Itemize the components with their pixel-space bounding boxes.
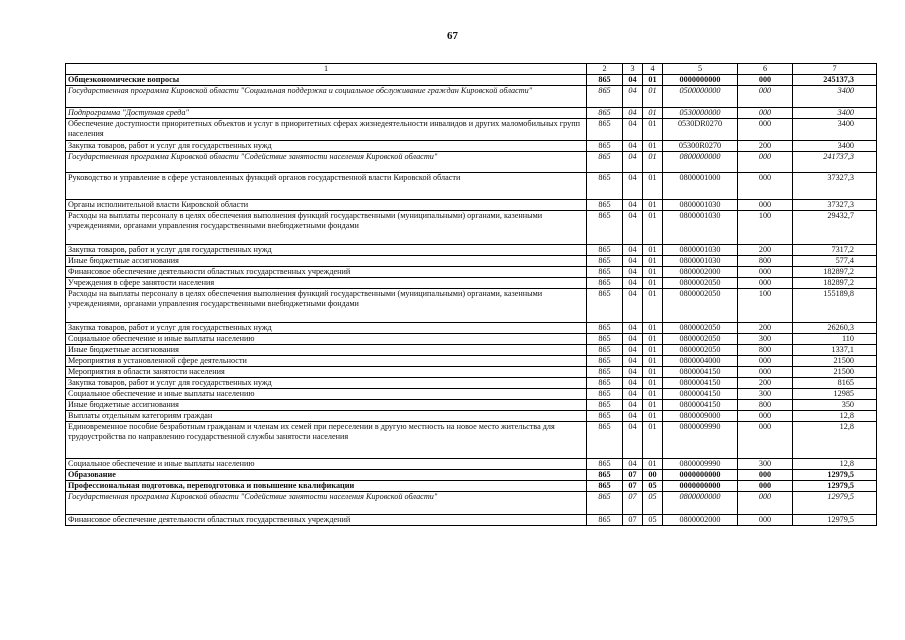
row-code-cell: 865: [587, 515, 623, 526]
row-amount-cell: 241737,3: [793, 152, 877, 173]
row-amount-cell: 12979,5: [793, 492, 877, 515]
row-expense-type-cell: 300: [738, 334, 793, 345]
row-code-cell: 865: [587, 289, 623, 323]
column-header: 1: [66, 64, 587, 75]
row-section-cell: 04: [623, 345, 643, 356]
row-code-cell: 865: [587, 492, 623, 515]
row-article-cell: 0000000000: [663, 75, 738, 86]
table-row: [66, 278, 877, 289]
row-subsection-cell: 01: [643, 141, 663, 152]
table-row: [66, 411, 877, 422]
row-subsection-cell: 01: [643, 75, 663, 86]
row-article-cell: 0800002050: [663, 289, 738, 323]
row-name-cell: Социальное обеспечение и иные выплаты населению: [66, 459, 587, 470]
row-section-cell: 04: [623, 267, 643, 278]
row-expense-type-cell: 000: [738, 173, 793, 200]
row-amount-cell: 3400: [793, 119, 877, 141]
row-expense-type-cell: 000: [738, 356, 793, 367]
row-section-cell: 04: [623, 152, 643, 173]
row-section-cell: 07: [623, 515, 643, 526]
row-amount-cell: 12,8: [793, 411, 877, 422]
table-row: [66, 173, 877, 200]
table-row: [66, 378, 877, 389]
column-header: 2: [587, 64, 623, 75]
row-expense-type-cell: 000: [738, 422, 793, 459]
row-subsection-cell: 01: [643, 152, 663, 173]
row-name-cell: Единовременное пособие безработным гражданам и членам их семей при переселении в другую местность на новое место жительства для трудоустройства по направлению государственной службы занятости населения: [66, 422, 587, 459]
row-code-cell: 865: [587, 152, 623, 173]
row-expense-type-cell: 000: [738, 86, 793, 108]
table-row: [66, 515, 877, 526]
row-code-cell: 865: [587, 367, 623, 378]
row-name-cell: Подпрограмма "Доступная среда": [66, 108, 587, 119]
row-section-cell: 04: [623, 400, 643, 411]
row-section-cell: 04: [623, 411, 643, 422]
row-name-cell: Общеэкономические вопросы: [66, 75, 587, 86]
row-code-cell: 865: [587, 470, 623, 481]
row-article-cell: 0800002000: [663, 267, 738, 278]
row-subsection-cell: 00: [643, 470, 663, 481]
row-subsection-cell: 01: [643, 256, 663, 267]
row-expense-type-cell: 000: [738, 200, 793, 211]
row-article-cell: 0500000000: [663, 86, 738, 108]
row-name-cell: Закупка товаров, работ и услуг для государственных нужд: [66, 141, 587, 152]
row-name-cell: Мероприятия в области занятости населения: [66, 367, 587, 378]
row-name-cell: Государственная программа Кировской области "Содействие занятости населения Кировской области": [66, 492, 587, 515]
table-row: [66, 492, 877, 515]
row-expense-type-cell: 200: [738, 323, 793, 334]
table-row: [66, 267, 877, 278]
row-expense-type-cell: 000: [738, 411, 793, 422]
table-row: [66, 323, 877, 334]
row-code-cell: 865: [587, 334, 623, 345]
row-amount-cell: 350: [793, 400, 877, 411]
row-article-cell: 0800002050: [663, 323, 738, 334]
row-article-cell: 0800002000: [663, 515, 738, 526]
column-header: 5: [663, 64, 738, 75]
row-amount-cell: 3400: [793, 86, 877, 108]
row-name-cell: Профессиональная подготовка, переподготовка и повышение квалификации: [66, 481, 587, 492]
row-expense-type-cell: 000: [738, 119, 793, 141]
row-section-cell: 04: [623, 278, 643, 289]
row-code-cell: 865: [587, 200, 623, 211]
row-name-cell: Закупка товаров, работ и услуг для государственных нужд: [66, 378, 587, 389]
row-article-cell: 0000000000: [663, 481, 738, 492]
row-code-cell: 865: [587, 378, 623, 389]
row-amount-cell: 1337,1: [793, 345, 877, 356]
row-name-cell: Закупка товаров, работ и услуг для государственных нужд: [66, 245, 587, 256]
row-section-cell: 04: [623, 459, 643, 470]
row-code-cell: 865: [587, 422, 623, 459]
row-name-cell: Учреждения в сфере занятости населения: [66, 278, 587, 289]
row-subsection-cell: 01: [643, 459, 663, 470]
column-header: 3: [623, 64, 643, 75]
row-amount-cell: 12979,5: [793, 515, 877, 526]
row-subsection-cell: 01: [643, 119, 663, 141]
row-amount-cell: 37327,3: [793, 200, 877, 211]
row-code-cell: 865: [587, 211, 623, 245]
row-article-cell: 0800002050: [663, 345, 738, 356]
row-amount-cell: 110: [793, 334, 877, 345]
row-subsection-cell: 01: [643, 378, 663, 389]
table-row: [66, 400, 877, 411]
row-section-cell: 04: [623, 173, 643, 200]
row-article-cell: 0800004150: [663, 400, 738, 411]
row-article-cell: 0800009990: [663, 422, 738, 459]
row-amount-cell: 12,8: [793, 422, 877, 459]
table-row: [66, 422, 877, 459]
row-article-cell: 0530000000: [663, 108, 738, 119]
row-amount-cell: 21500: [793, 356, 877, 367]
row-name-cell: Обеспечение доступности приоритетных объектов и услуг в приоритетных сферах жизнедеятельности инвалидов и других маломобильных групп населения: [66, 119, 587, 141]
budget-table: [65, 63, 877, 526]
row-section-cell: 04: [623, 141, 643, 152]
row-name-cell: Иные бюджетные ассигнования: [66, 345, 587, 356]
row-subsection-cell: 01: [643, 245, 663, 256]
row-article-cell: 0530DR0270: [663, 119, 738, 141]
row-expense-type-cell: 000: [738, 470, 793, 481]
row-expense-type-cell: 200: [738, 141, 793, 152]
column-header: 7: [793, 64, 877, 75]
table-row: [66, 152, 877, 173]
row-amount-cell: 26260,3: [793, 323, 877, 334]
table-row: [66, 245, 877, 256]
row-subsection-cell: 05: [643, 481, 663, 492]
row-amount-cell: 7317,2: [793, 245, 877, 256]
row-section-cell: 04: [623, 108, 643, 119]
row-section-cell: 07: [623, 470, 643, 481]
table-row: [66, 75, 877, 86]
row-section-cell: 04: [623, 389, 643, 400]
row-code-cell: 865: [587, 356, 623, 367]
row-section-cell: 04: [623, 245, 643, 256]
row-name-cell: Расходы на выплаты персоналу в целях обеспечения выполнения функций государственными (муниципальными) органами, казенными учреждениями, органами управления государственными внебюджетными фондами: [66, 289, 587, 323]
row-subsection-cell: 01: [643, 411, 663, 422]
row-article-cell: 0800001030: [663, 256, 738, 267]
row-subsection-cell: 01: [643, 211, 663, 245]
row-code-cell: 865: [587, 323, 623, 334]
row-name-cell: Финансовое обеспечение деятельности областных государственных учреждений: [66, 515, 587, 526]
row-amount-cell: 21500: [793, 367, 877, 378]
row-amount-cell: 3400: [793, 141, 877, 152]
row-section-cell: 04: [623, 422, 643, 459]
row-article-cell: 0000000000: [663, 470, 738, 481]
row-name-cell: Иные бюджетные ассигнования: [66, 400, 587, 411]
row-expense-type-cell: 100: [738, 211, 793, 245]
column-header: 6: [738, 64, 793, 75]
row-article-cell: 0800001030: [663, 200, 738, 211]
row-subsection-cell: 01: [643, 200, 663, 211]
row-section-cell: 04: [623, 356, 643, 367]
row-article-cell: 0800001000: [663, 173, 738, 200]
table-row: [66, 345, 877, 356]
row-expense-type-cell: 100: [738, 289, 793, 323]
row-code-cell: 865: [587, 400, 623, 411]
row-subsection-cell: 01: [643, 267, 663, 278]
row-expense-type-cell: 000: [738, 75, 793, 86]
row-amount-cell: 37327,3: [793, 173, 877, 200]
row-article-cell: 0800004150: [663, 378, 738, 389]
row-code-cell: 865: [587, 119, 623, 141]
row-code-cell: 865: [587, 141, 623, 152]
table-row: [66, 119, 877, 141]
row-name-cell: Закупка товаров, работ и услуг для государственных нужд: [66, 323, 587, 334]
row-section-cell: 04: [623, 289, 643, 323]
table-row: [66, 141, 877, 152]
row-subsection-cell: 01: [643, 422, 663, 459]
table-row: [66, 200, 877, 211]
row-amount-cell: 12,8: [793, 459, 877, 470]
row-name-cell: Социальное обеспечение и иные выплаты населению: [66, 389, 587, 400]
row-code-cell: 865: [587, 278, 623, 289]
row-amount-cell: 12979,5: [793, 470, 877, 481]
row-code-cell: 865: [587, 267, 623, 278]
row-name-cell: Руководство и управление в сфере установленных функций органов государственной власти Кировской области: [66, 173, 587, 200]
row-section-cell: 04: [623, 86, 643, 108]
table-row: [66, 481, 877, 492]
row-amount-cell: 12979,5: [793, 481, 877, 492]
row-subsection-cell: 01: [643, 356, 663, 367]
row-name-cell: Государственная программа Кировской области "Социальная поддержка и социальное обслуживание граждан Кировской области": [66, 86, 587, 108]
row-expense-type-cell: 200: [738, 245, 793, 256]
row-expense-type-cell: 000: [738, 152, 793, 173]
row-amount-cell: 182897,2: [793, 267, 877, 278]
row-subsection-cell: 01: [643, 108, 663, 119]
row-name-cell: Органы исполнительной власти Кировской области: [66, 200, 587, 211]
row-name-cell: Финансовое обеспечение деятельности областных государственных учреждений: [66, 267, 587, 278]
table-row: [66, 356, 877, 367]
row-section-cell: 04: [623, 119, 643, 141]
row-code-cell: 865: [587, 345, 623, 356]
row-subsection-cell: 01: [643, 278, 663, 289]
row-expense-type-cell: 000: [738, 108, 793, 119]
row-article-cell: 0800004150: [663, 367, 738, 378]
row-article-cell: 0800004150: [663, 389, 738, 400]
row-article-cell: 0800002050: [663, 278, 738, 289]
row-subsection-cell: 01: [643, 334, 663, 345]
row-amount-cell: 577,4: [793, 256, 877, 267]
row-article-cell: 0800009000: [663, 411, 738, 422]
row-section-cell: 04: [623, 334, 643, 345]
row-expense-type-cell: 800: [738, 400, 793, 411]
table-row: [66, 367, 877, 378]
table-row: [66, 459, 877, 470]
column-header: 4: [643, 64, 663, 75]
row-amount-cell: 182897,2: [793, 278, 877, 289]
row-subsection-cell: 01: [643, 367, 663, 378]
row-subsection-cell: 05: [643, 492, 663, 515]
table-header-row: [66, 64, 877, 75]
row-code-cell: 865: [587, 411, 623, 422]
row-code-cell: 865: [587, 86, 623, 108]
row-subsection-cell: 05: [643, 515, 663, 526]
row-section-cell: 04: [623, 211, 643, 245]
row-section-cell: 04: [623, 378, 643, 389]
table-row: [66, 211, 877, 245]
row-subsection-cell: 01: [643, 323, 663, 334]
row-expense-type-cell: 300: [738, 389, 793, 400]
row-section-cell: 07: [623, 481, 643, 492]
row-expense-type-cell: 800: [738, 345, 793, 356]
row-code-cell: 865: [587, 459, 623, 470]
table-row: [66, 256, 877, 267]
row-expense-type-cell: 800: [738, 256, 793, 267]
row-code-cell: 865: [587, 256, 623, 267]
row-expense-type-cell: 000: [738, 492, 793, 515]
row-name-cell: Государственная программа Кировской области "Содействие занятости населения Кировской области": [66, 152, 587, 173]
row-article-cell: 0800001030: [663, 245, 738, 256]
row-code-cell: 865: [587, 389, 623, 400]
row-article-cell: 05300R0270: [663, 141, 738, 152]
row-section-cell: 04: [623, 323, 643, 334]
table-row: [66, 389, 877, 400]
row-amount-cell: 155189,8: [793, 289, 877, 323]
row-name-cell: Социальное обеспечение и иные выплаты населению: [66, 334, 587, 345]
row-subsection-cell: 01: [643, 400, 663, 411]
row-expense-type-cell: 000: [738, 367, 793, 378]
row-article-cell: 0800000000: [663, 492, 738, 515]
row-expense-type-cell: 000: [738, 515, 793, 526]
row-name-cell: Мероприятия в установленной сфере деятельности: [66, 356, 587, 367]
row-expense-type-cell: 000: [738, 278, 793, 289]
row-article-cell: 0800009990: [663, 459, 738, 470]
row-section-cell: 04: [623, 200, 643, 211]
row-article-cell: 0800000000: [663, 152, 738, 173]
row-section-cell: 07: [623, 492, 643, 515]
row-section-cell: 04: [623, 367, 643, 378]
row-section-cell: 04: [623, 75, 643, 86]
row-amount-cell: 3400: [793, 108, 877, 119]
row-subsection-cell: 01: [643, 345, 663, 356]
row-expense-type-cell: 000: [738, 267, 793, 278]
row-code-cell: 865: [587, 481, 623, 492]
row-expense-type-cell: 000: [738, 481, 793, 492]
row-expense-type-cell: 300: [738, 459, 793, 470]
row-section-cell: 04: [623, 256, 643, 267]
table-row: [66, 108, 877, 119]
row-subsection-cell: 01: [643, 173, 663, 200]
row-name-cell: Расходы на выплаты персоналу в целях обеспечения выполнения функций государственными (муниципальными) органами, казенными учреждениями, органами управления государственными внебюджетными фондами: [66, 211, 587, 245]
row-expense-type-cell: 200: [738, 378, 793, 389]
row-code-cell: 865: [587, 108, 623, 119]
page-number: 67: [447, 30, 458, 42]
row-subsection-cell: 01: [643, 289, 663, 323]
row-article-cell: 0800002050: [663, 334, 738, 345]
row-name-cell: Иные бюджетные ассигнования: [66, 256, 587, 267]
table-row: [66, 86, 877, 108]
row-amount-cell: 12985: [793, 389, 877, 400]
row-amount-cell: 29432,7: [793, 211, 877, 245]
table-row: [66, 334, 877, 345]
row-article-cell: 0800004000: [663, 356, 738, 367]
row-article-cell: 0800001030: [663, 211, 738, 245]
row-subsection-cell: 01: [643, 86, 663, 108]
row-subsection-cell: 01: [643, 389, 663, 400]
row-code-cell: 865: [587, 173, 623, 200]
row-name-cell: Образование: [66, 470, 587, 481]
table-row: [66, 470, 877, 481]
row-amount-cell: 245137,3: [793, 75, 877, 86]
row-code-cell: 865: [587, 75, 623, 86]
row-code-cell: 865: [587, 245, 623, 256]
row-name-cell: Выплаты отдельным категориям граждан: [66, 411, 587, 422]
row-amount-cell: 8165: [793, 378, 877, 389]
table-row: [66, 289, 877, 323]
